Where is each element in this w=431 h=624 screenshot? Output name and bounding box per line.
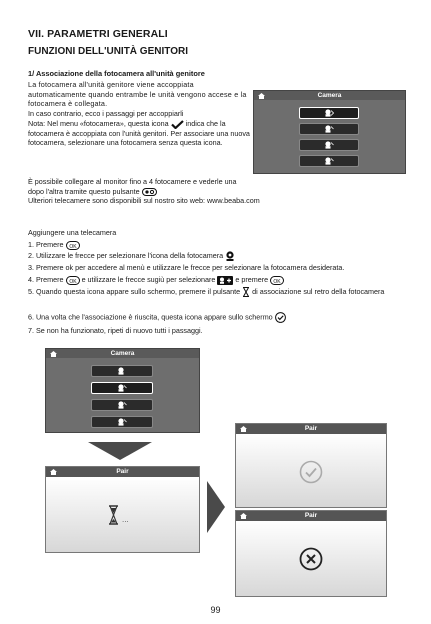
camera-switch-button-icon (142, 188, 157, 196)
pairing-success-screen (235, 423, 387, 508)
success-check-icon (299, 460, 323, 484)
step-6 (28, 312, 408, 323)
page-number: 99 (210, 605, 221, 615)
camera-menu-header (46, 349, 199, 358)
camera-icon (117, 367, 127, 375)
ok-button-icon (270, 276, 284, 285)
step-3: 3. Premere ok per accedere al menù e utilizzare le frecce per selezionare la fotocamera desiderata. (28, 263, 345, 272)
intro-paragraph-2: In caso contrario, ecco i passaggi per accoppiarli (28, 109, 184, 118)
pairing-failed-screen (235, 510, 387, 597)
svg-text:OK: OK (68, 278, 77, 285)
step-7: 7. Se non ha funzionato, ripeti di nuovo tutti i passaggi. (28, 326, 203, 335)
step-4-text-c: e premere (235, 275, 269, 284)
camera-slot-3[interactable] (299, 139, 359, 151)
camera-icon (117, 384, 127, 392)
pairing-screen (45, 466, 200, 553)
step-1 (28, 240, 408, 250)
pairing-body (236, 434, 386, 507)
success-check-icon (275, 312, 286, 323)
camera-slot-4[interactable] (299, 155, 359, 167)
intro-paragraph-3 (28, 119, 253, 148)
camera-icon (324, 141, 334, 149)
pairing-header (46, 467, 199, 477)
intro-paragraph-5: Ulteriori telecamere sono disponibili sul nostro sito web: www.beaba.com (28, 196, 260, 205)
camera-icon (324, 109, 334, 117)
svg-text:OK: OK (68, 243, 77, 250)
pairing-title: Pair (304, 512, 318, 519)
note-text-a: Nota: Nel menu «fotocamera», questa icona (28, 119, 169, 128)
camera-slot-2[interactable] (299, 123, 359, 135)
checkmark-icon (171, 120, 184, 129)
right-arrow-icon (207, 481, 225, 533)
ok-button-icon (66, 276, 80, 285)
add-camera-heading: Aggiungere una telecamera (28, 228, 117, 237)
pairing-title: Pair (304, 425, 318, 432)
pairing-title: Pair (116, 468, 129, 475)
step-5 (28, 287, 408, 297)
camera-icon (117, 401, 127, 409)
home-icon (50, 351, 57, 357)
camera-icon (117, 418, 127, 426)
camera-menu-title: Camera (317, 92, 342, 99)
camera-slot-3[interactable] (91, 399, 153, 411)
hourglass-icon (242, 287, 250, 297)
ok-button-icon (66, 241, 80, 250)
pairing-header (236, 424, 386, 434)
subheading: 1/ Associazione della fotocamera all'unità genitore (28, 69, 205, 78)
camera-menu-screen (253, 90, 406, 174)
intro-paragraph-1: La fotocamera all'unità genitore viene accoppiata automaticamente quando entrambe le unità vengono accese e la fotocamera è collegata. (28, 80, 247, 109)
step-2-text: 2. Utilizzare le frecce per selezionare l'icona della fotocamera (28, 251, 224, 260)
camera-slot-1[interactable] (299, 107, 359, 119)
camera-slot-1[interactable] (91, 365, 153, 377)
home-icon (50, 469, 57, 475)
step-2 (28, 251, 408, 261)
progress-dots: ... (122, 515, 129, 524)
svg-text:OK: OK (273, 278, 281, 285)
subsection-title: FUNZIONI DELL'UNITÀ GENITORI (28, 46, 188, 57)
step-6-text: 6. Una volta che l'associazione è riuscita, questa icona appare sullo schermo (28, 312, 273, 322)
camera-slot-4[interactable] (91, 416, 153, 428)
step-4-text-a: 4. Premere (28, 275, 64, 284)
note-text-b: indica che la fotocamera è accoppiata con l'unità genitori. Per associare una nuova fotocamera, selezionare una fotocamera senza questa icona. (28, 119, 250, 148)
step-5-text-a: 5. Quando questa icona appare sullo schermo, premere il pulsante (28, 287, 241, 296)
home-icon (240, 513, 247, 519)
camera-slot-2[interactable] (91, 382, 153, 394)
camera-menu-title: Camera (110, 350, 135, 357)
camera-icon (324, 157, 334, 165)
pairing-body (236, 521, 386, 596)
step-4 (28, 275, 408, 285)
step-5-text-b: di associazione sul retro della fotocamera (252, 287, 385, 296)
home-icon (258, 93, 265, 99)
down-arrow-icon (88, 442, 152, 460)
error-x-icon (299, 547, 323, 571)
hourglass-icon (108, 505, 119, 525)
pairing-header (236, 511, 386, 521)
camera-icon (225, 251, 235, 261)
pairing-body (46, 477, 199, 552)
home-icon (240, 426, 247, 432)
multi-camera-text: È possibile collegare al monitor fino a 4 fotocamere e vederle una dopo l'altra tramite questo pulsante (28, 177, 237, 196)
section-title: VII. PARAMETRI GENERALI (28, 28, 168, 40)
camera-menu-screen-large (45, 348, 200, 433)
add-camera-icon (217, 276, 233, 285)
step-1-text: 1. Premere (28, 240, 64, 249)
step-4-text-b: e utilizzare le frecce sugiù per selezionare (81, 275, 216, 284)
camera-icon (324, 125, 334, 133)
intro-paragraph-4 (28, 177, 253, 196)
camera-menu-header (254, 91, 405, 100)
